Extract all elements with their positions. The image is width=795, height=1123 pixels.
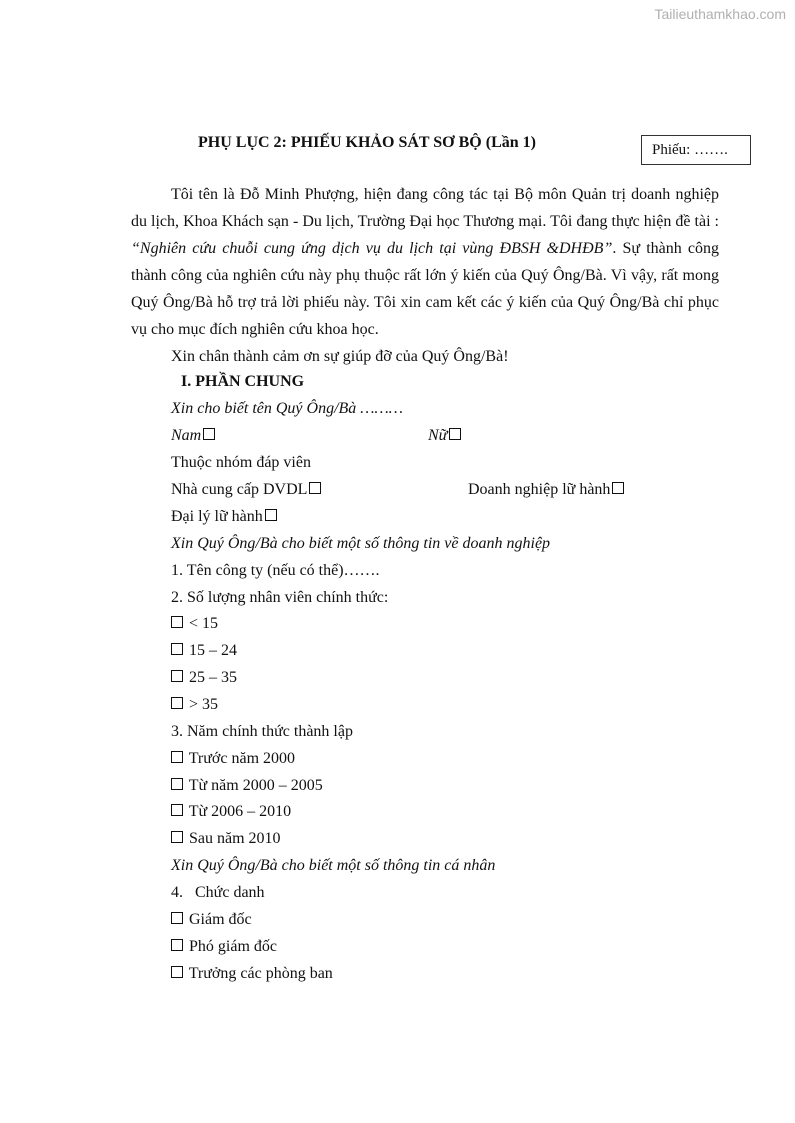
q2-option-label: 15 – 24 (189, 642, 237, 659)
intro-paragraph-1 (131, 181, 719, 343)
q3-option-label: Sau năm 2010 (189, 830, 281, 847)
group-label: Thuộc nhóm đáp viên (171, 454, 311, 471)
question-4-label: Chức danh (195, 884, 265, 901)
group-option-travel-company-checkbox[interactable] (612, 482, 624, 494)
gender-female-checkbox[interactable] (449, 428, 461, 440)
gender-female-option[interactable] (428, 427, 463, 445)
q2-option-label: > 35 (189, 696, 219, 713)
research-topic: “Nghiên cứu chuỗi cung ứng dịch vụ du lịch tại vùng ĐBSH &DHĐB” (131, 240, 613, 257)
gender-male-label: Nam (171, 427, 202, 444)
q3-checkbox[interactable] (171, 778, 183, 790)
q2-checkbox[interactable] (171, 643, 183, 655)
name-prompt: Xin cho biết tên Quý Ông/Bà ……… (171, 400, 403, 417)
question-3: 3. Năm chính thức thành lập (171, 723, 353, 740)
q4-option[interactable] (171, 965, 333, 983)
intro-text (131, 181, 719, 370)
question-2: 2. Số lượng nhân viên chính thức: (171, 589, 389, 606)
q2-checkbox[interactable] (171, 670, 183, 682)
q2-option-label: 25 – 35 (189, 669, 237, 686)
q3-checkbox[interactable] (171, 804, 183, 816)
q2-option[interactable] (171, 669, 237, 687)
group-option-provider-checkbox[interactable] (309, 482, 321, 494)
question-4 (171, 884, 265, 902)
q4-checkbox[interactable] (171, 912, 183, 924)
watermark-text: Tailieuthamkhao.com (654, 6, 786, 22)
group-option-provider[interactable] (171, 481, 323, 499)
q3-option-label: Trước năm 2000 (188, 750, 296, 767)
q3-checkbox[interactable] (171, 751, 183, 763)
q3-option[interactable] (171, 830, 281, 848)
gender-male-checkbox[interactable] (203, 428, 215, 440)
q3-option-label: Từ năm 2000 – 2005 (188, 777, 323, 794)
q4-option[interactable] (171, 938, 277, 956)
company-prompt: Xin Quý Ông/Bà cho biết một số thông tin về doanh nghiệp (171, 535, 551, 552)
gender-male-option[interactable] (171, 427, 217, 445)
q3-checkbox[interactable] (171, 831, 183, 843)
form-number-box: Phiếu: ……. (641, 135, 751, 165)
q2-checkbox[interactable] (171, 697, 183, 709)
q4-checkbox[interactable] (171, 966, 183, 978)
personal-prompt: Xin Quý Ông/Bà cho biết một số thông tin cá nhân (171, 857, 496, 874)
group-option-travel-company-label: Doanh nghiệp lữ hành (468, 481, 611, 498)
group-option-provider-label: Nhà cung cấp DVDL (171, 481, 308, 498)
q4-option[interactable] (171, 911, 252, 929)
group-option-agency-checkbox[interactable] (265, 509, 277, 521)
q2-option[interactable] (171, 696, 218, 714)
q4-option-label: Giám đốc (189, 911, 252, 928)
q2-option[interactable] (171, 615, 218, 633)
question-1: 1. Tên công ty (nếu có thể)……. (171, 562, 380, 579)
gender-female-label: Nữ (428, 427, 448, 444)
group-option-travel-company[interactable] (468, 481, 626, 499)
q3-option[interactable] (171, 777, 323, 795)
q3-option[interactable] (171, 750, 295, 768)
section-heading: I. PHẦN CHUNG (181, 373, 305, 390)
intro-paragraph-2: Xin chân thành cảm ơn sự giúp đỡ của Quý Ông/Bà! (171, 348, 509, 365)
intro-part-b: . Sự thành công thành công của nghiên cứu này phụ thuộc rất lớn ý kiến của Quý Ông/Bà. Vì vậy, rất mong Quý Ông/Bà hỗ trợ trả lời phiếu này. Tôi xin cam kết các ý kiến của Quý Ông/Bà chỉ phục vụ cho mục đích nghiên cứu khoa học. (131, 240, 719, 338)
q2-option[interactable] (171, 642, 237, 660)
q4-option-label: Phó giám đốc (189, 938, 277, 955)
q3-option[interactable] (171, 803, 291, 821)
group-option-agency-label: Đại lý lữ hành (171, 508, 263, 525)
q2-checkbox[interactable] (171, 616, 183, 628)
q3-option-label: Từ 2006 – 2010 (188, 803, 292, 820)
intro-part-a: Tôi tên là Đỗ Minh Phượng, hiện đang công tác tại Bộ môn Quản trị doanh nghiệp du lịch, Khoa Khách sạn - Du lịch, Trường Đại học Thương mại. Tôi đang thực hiện đề tài : (131, 186, 719, 230)
q4-checkbox[interactable] (171, 939, 183, 951)
q2-option-label: < 15 (189, 615, 219, 632)
q4-option-label: Trưởng các phòng ban (188, 965, 333, 982)
page-title: PHỤ LỤC 2: PHIẾU KHẢO SÁT SƠ BỘ (Lần 1) (198, 134, 536, 151)
question-4-number: 4. (171, 884, 183, 901)
group-option-agency[interactable] (171, 508, 279, 526)
